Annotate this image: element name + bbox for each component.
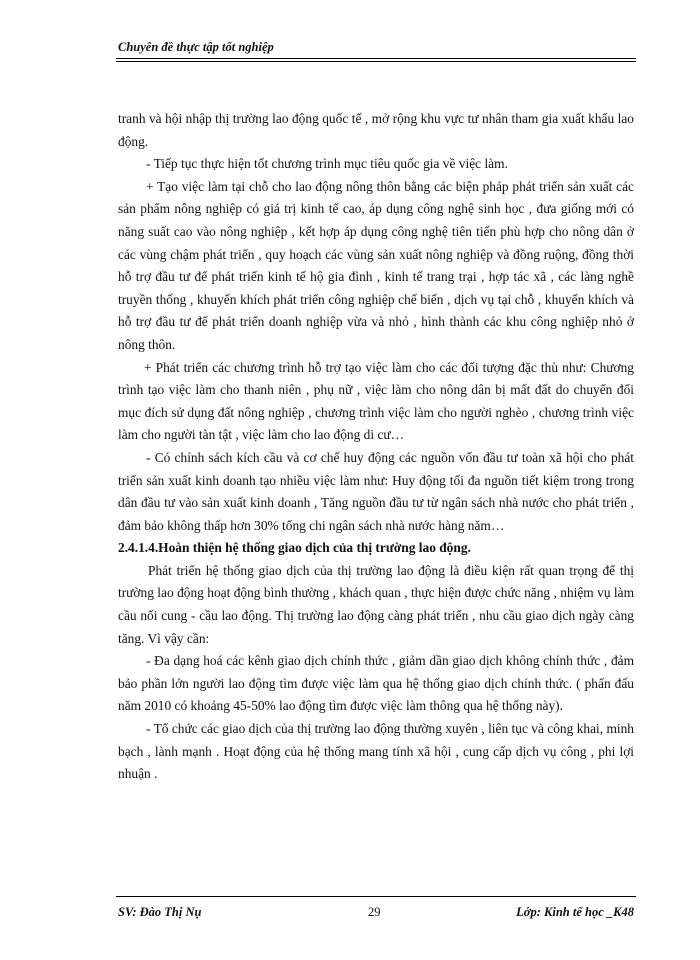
section-heading: 2.4.1.4.Hoàn thiện hệ thống giao dịch của thị trường lao động. bbox=[118, 540, 471, 556]
footer-student: SV: Đào Thị Nụ bbox=[118, 905, 202, 919]
footer-page-number: 29 bbox=[368, 905, 381, 919]
paragraph-support-programs: + Phát triển các chương trình hỗ trợ tạo việc làm cho các đối tượng đặc thù như: Chương trình tạo việc làm cho thanh niên , phụ nữ , việc làm cho nông dân bị mất đất do chuyển đổi mục đích sử dụng đất nông nghiệp , chương trình việc làm cho người nghèo , chương trình việc làm cho người tàn tật , việc làm cho lao động di cư… bbox=[118, 359, 634, 443]
page-body bbox=[118, 108, 634, 786]
paragraph-stimulus-policy: - Có chính sách kích cầu và cơ chế huy động các nguồn vốn đầu tư toàn xã hội cho phát triển sản xuất kinh doanh tạo nhiều việc làm như: Huy động tối đa nguồn tiết kiệm trong trong dân đầu tư vào sản xuất kinh doanh , Tăng nguồn đầu tư từ ngân sách nhà nước cho phát triển , đảm bảo không thấp hơn 30% tổng chi ngân sách nhà nước hàng năm… bbox=[118, 449, 634, 533]
header-rule-double bbox=[116, 61, 636, 62]
section-paragraph-organize: - Tổ chức các giao dịch của thị trường lao động thường xuyên , liên tục và công khai, minh bạch , lành mạnh . Hoạt động của hệ thống mang tính xã hội , cung cấp dịch vụ công , phi lợi nhuận . bbox=[118, 721, 634, 782]
section-paragraph-channels: - Đa dạng hoá các kênh giao dịch chính thức , giảm dần giao dịch không chính thức , đảm bảo phần lớn người lao động tìm được việc làm qua hệ thống giao dịch chính thức. ( phấn đấu năm 2010 có khoảng 45-50% lao động tìm được việc làm thông qua hệ thống này). bbox=[118, 653, 634, 714]
footer-class: Lớp: Kinh tế học _K48 bbox=[516, 905, 634, 919]
paragraph-employment-program: - Tiếp tục thực hiện tốt chương trình mục tiêu quốc gia về việc làm. bbox=[146, 156, 508, 172]
header-rule bbox=[116, 58, 636, 59]
page-header-title: Chuyên đề thực tập tốt nghiệp bbox=[118, 40, 274, 54]
section-paragraph-intro: Phát triển hệ thống giao dịch của thị trường lao động là điều kiện rất quan trọng để thị trường lao động hoạt động bình thường , khách quan , thực hiện được chức năng , nhiệm vụ làm cầu nối cung - cầu lao động. Thị trường lao động càng phát triển , nhu cầu giao dịch ngày càng tăng. Vì vậy cần: bbox=[118, 562, 634, 646]
paragraph-rural-jobs: + Tạo việc làm tại chỗ cho lao động nông thôn bằng các biện pháp phát triển sản xuất các sản phẩm nông nghiệp có giá trị kinh tế cao, áp dụng công nghệ sinh học , đưa giống mới có năng suất cao vào nông nghiệp , kết hợp áp dụng công nghệ tiên tiến phù hợp cho nông dân ở các vùng chậm phát triển , quy hoạch các vùng sản xuất nông nghiệp và đồng ruộng, đồng thời hỗ trợ đầu tư để phát triển kinh tế hộ gia đình , kinh tế trang trại , hợp tác xã , các làng nghề truyền thống , khuyến khích phát triển công nghiệp chế biến , dịch vụ tại chỗ , khuyến khích và hỗ trợ đầu tư để phát triển doanh nghiệp vừa và nhỏ , hình thành các khu công nghiệp nhỏ ở nông thôn. bbox=[118, 178, 634, 352]
paragraph-continuation: tranh và hội nhập thị trường lao động quốc tế , mở rộng khu vực tư nhân tham gia xuất khẩu lao động. bbox=[118, 111, 634, 149]
footer-rule bbox=[116, 896, 636, 897]
